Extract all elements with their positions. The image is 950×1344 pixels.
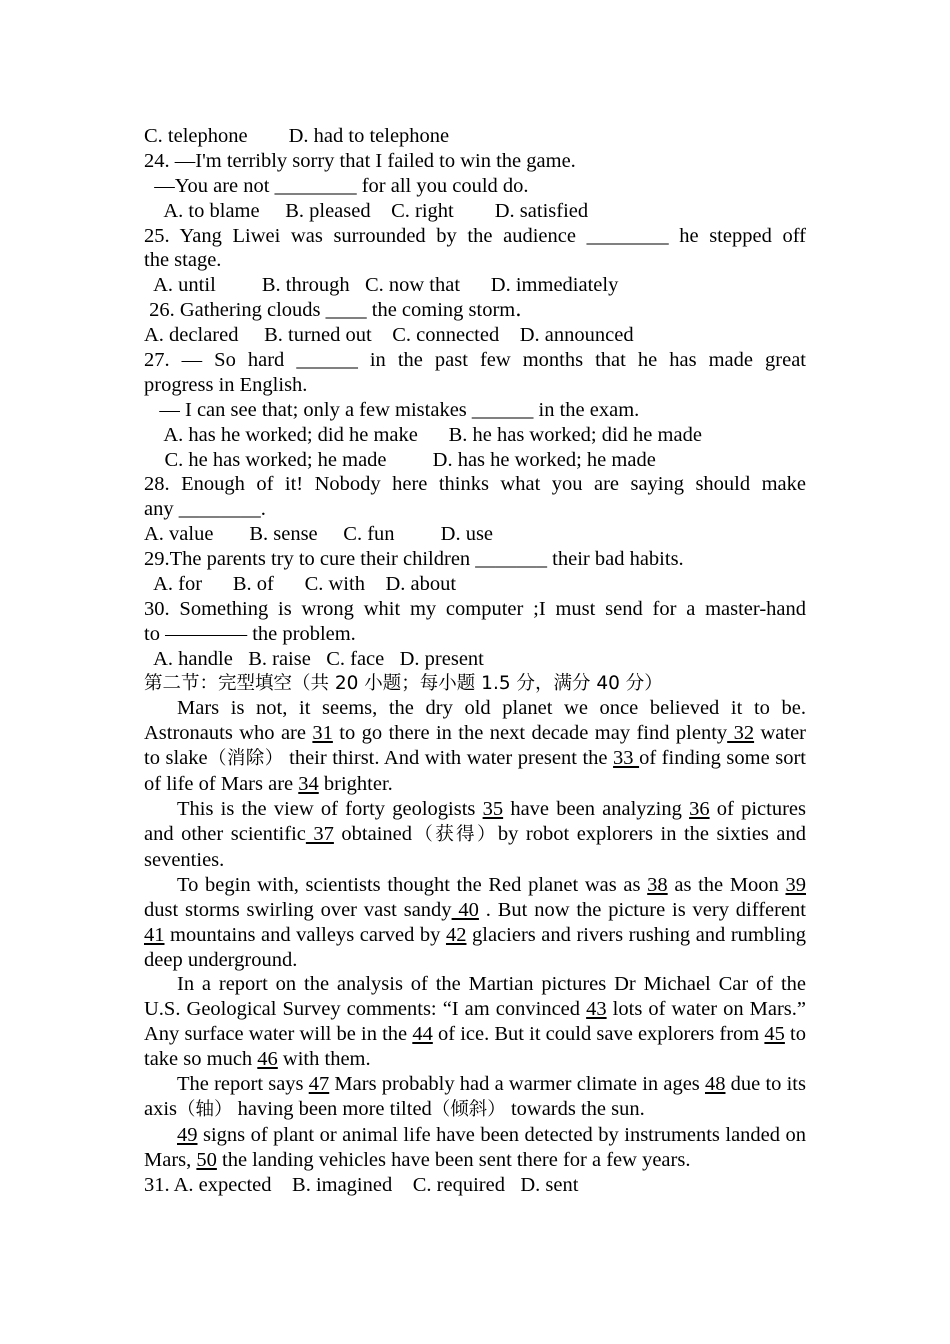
q28-options: A. value B. sense C. fun D. use xyxy=(144,523,494,546)
cloze-text: towards the sun. xyxy=(505,1097,645,1120)
section2-heading: 第二节：完型填空（共 20 小题；每小题 1.5 分，满分 40 分） xyxy=(144,672,663,694)
blank-35: 35 xyxy=(482,798,504,821)
cloze-text: This is the view of forty geologists xyxy=(177,798,483,821)
cloze-text: Mars probably had a warmer climate in ages xyxy=(329,1073,705,1096)
cloze-paragraph-5 xyxy=(144,1072,806,1123)
cloze-text: having been more tilted xyxy=(232,1097,432,1120)
cloze-text: the landing vehicles have been sent there for a few years. xyxy=(216,1148,691,1171)
blank-37: 37 xyxy=(305,823,334,846)
q25-options: A. until B. through C. now that D. immediately xyxy=(144,274,619,297)
q26-options: A. declared B. turned out C. connected D. announced xyxy=(144,324,634,347)
document-content xyxy=(144,124,806,1198)
q25-stem-line2: the stage. xyxy=(144,249,222,272)
q27-options-ab: A. has he worked; did he make B. he has worked; did he made xyxy=(144,423,702,446)
cloze-text: water to slake xyxy=(144,722,807,770)
blank-39: 39 xyxy=(785,873,806,896)
cloze-text: dust storms swirling over vast sandy xyxy=(144,898,452,921)
cloze-text: Mars is not, it seems, the dry old planet we once believed it to be. Astronauts who are xyxy=(144,697,806,745)
cloze-text: due to its axis xyxy=(144,1073,806,1120)
q28-stem-line2: any ________. xyxy=(144,498,266,521)
cloze-text: . But now the picture is very different xyxy=(478,898,807,921)
blank-48: 48 xyxy=(704,1073,726,1096)
cloze-text: glaciers and rivers rushing and rumbling deep underground. xyxy=(144,923,807,971)
q28-stem-line1: 28. Enough of it! Nobody here thinks what you are saying should make xyxy=(144,473,806,496)
blank-43: 43 xyxy=(586,998,607,1021)
q30-stem-line1: 30. Something is wrong whit my computer ;I must send for a master-hand xyxy=(144,597,806,620)
cloze-text: obtained xyxy=(333,823,412,846)
blank-50: 50 xyxy=(196,1148,217,1171)
cloze-text: The report says xyxy=(177,1073,309,1096)
q31-options: 31. A. expected B. imagined C. required D. sent xyxy=(144,1173,579,1196)
q24-options: A. to blame B. pleased C. right D. satisfied xyxy=(144,199,589,222)
cn-gloss: （轴） xyxy=(177,1098,233,1120)
q25-stem-line1: 25. Yang Liwei was surrounded by the audience ________ he stepped off xyxy=(144,224,806,247)
q23-options-cd: C. telephone D. had to telephone xyxy=(144,125,450,147)
cloze-paragraph-6 xyxy=(144,1123,806,1173)
cloze-text: of pictures and other scientific xyxy=(144,798,806,846)
cloze-paragraph-1 xyxy=(144,696,806,797)
q27-options-cd: C. he has worked; he made D. has he worked; he made xyxy=(144,448,656,471)
q29-stem: 29.The parents try to cure their children _______ their bad habits. xyxy=(144,548,684,571)
blank-32: 32 xyxy=(727,722,755,745)
cloze-text: have been analyzing xyxy=(503,798,690,821)
cloze-text: To begin with, scientists thought the Red planet was as xyxy=(177,873,648,896)
q30-stem-line2: to ———— the problem. xyxy=(144,622,356,645)
cloze-paragraph-4 xyxy=(144,972,806,1072)
cn-gloss: （消除） xyxy=(207,748,284,770)
blank-46: 46 xyxy=(257,1048,278,1071)
cloze-text: In a report on the analysis of the Martian pictures Dr Michael Car of the U.S. Geological Survey comments: “I am convinced xyxy=(144,973,806,1021)
cloze-text: signs of plant or animal life have been detected by instruments landed on Mars, xyxy=(144,1123,806,1171)
blank-44: 44 xyxy=(412,1023,433,1046)
cloze-text: with them. xyxy=(277,1048,371,1071)
cloze-text: lots of water on Mars.” Any surface water will be in the xyxy=(144,998,807,1046)
cloze-text: of ice. But it could save explorers from xyxy=(432,1023,765,1046)
blank-47: 47 xyxy=(308,1073,330,1096)
q27-reply: — I can see that; only a few mistakes ______ in the exam. xyxy=(144,398,640,421)
blank-40: 40 xyxy=(451,898,479,921)
cloze-text: to go there in the next decade may find plenty xyxy=(332,722,728,745)
q24-stem: 24. —I'm terribly sorry that I failed to win the game. xyxy=(144,149,576,172)
q24-reply: —You are not ________ for all you could do. xyxy=(144,174,529,197)
cloze-text: as the Moon xyxy=(667,873,786,896)
cn-gloss: （倾斜） xyxy=(431,1098,506,1120)
blank-33: 33 xyxy=(613,747,640,770)
cloze-paragraph-3 xyxy=(144,873,806,973)
blank-41: 41 xyxy=(144,923,165,946)
cloze-text: mountains and valleys carved by xyxy=(164,923,446,946)
cloze-text: by robot explorers in the sixties and seventies. xyxy=(144,823,806,871)
blank-34: 34 xyxy=(298,773,319,796)
blank-38: 38 xyxy=(647,873,668,896)
q27-stem-line2: progress in English. xyxy=(144,373,308,396)
blank-45: 45 xyxy=(764,1023,785,1046)
q30-options: A. handle B. raise C. face D. present xyxy=(144,647,484,670)
q27-stem-line1: 27. — So hard ______ in the past few months that he has made great xyxy=(144,349,806,372)
cn-gloss: （获得） xyxy=(412,824,498,846)
q29-options: A. for B. of C. with D. about xyxy=(144,573,457,596)
cloze-text: of finding some sort of life of Mars are xyxy=(144,747,806,796)
cloze-text: to take so much xyxy=(144,1023,806,1071)
q26-stem: 26. Gathering clouds ____ the coming storm． xyxy=(144,299,536,322)
cloze-text: their thirst. And with water present the xyxy=(283,747,614,770)
blank-36: 36 xyxy=(689,798,710,821)
blank-31: 31 xyxy=(312,722,333,745)
blank-49: 49 xyxy=(177,1123,198,1146)
cloze-text: brighter. xyxy=(318,773,393,796)
cloze-paragraph-2 xyxy=(144,797,806,873)
blank-42: 42 xyxy=(445,923,467,946)
